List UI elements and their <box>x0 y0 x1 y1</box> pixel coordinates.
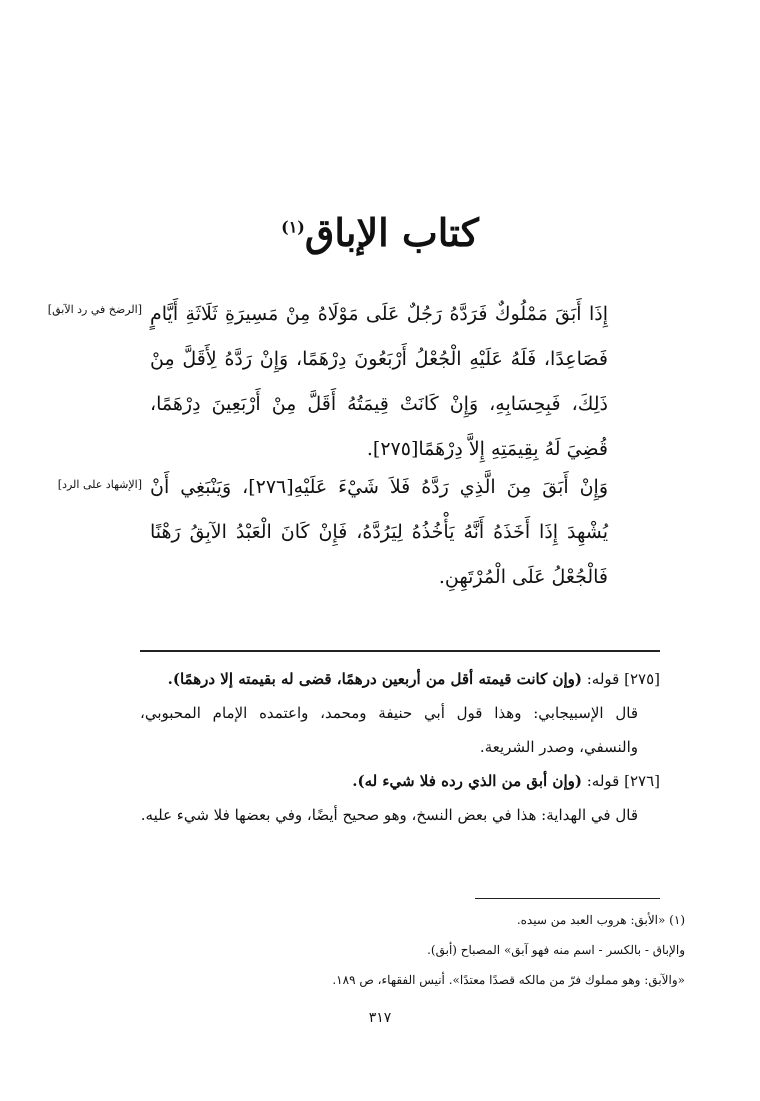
commentary-ref: [٢٧٥] قوله: <box>586 670 660 688</box>
page-number: ٣١٧ <box>368 1010 392 1026</box>
commentary-separator <box>140 650 660 652</box>
footnote-separator <box>475 898 660 899</box>
chapter-title <box>0 210 760 255</box>
commentary-item-275 <box>140 662 660 696</box>
footnote-line: (١) «الأبق: هروب العبد من سيده. <box>516 913 685 927</box>
chapter-title-text: كتاب الإباق <box>304 210 479 255</box>
main-paragraph-2: وَإِنْ أَبَقَ مِنَ الَّذِي رَدَّهُ فَلاَ شَيْءَ عَلَيْهِ[٢٧٦]، وَيَنْبَغِي أَنْ يُشْهِدَ إِذَا أَخَذَهُ أَنَّهُ يَأْخُذُهُ لِيَرُدَّهُ، فَإِنْ كَانَ الْعَبْدُ الآبِقُ رَهْنًا فَالْجُعْلُ عَلَى الْمُرْتَهِنِ. <box>150 476 609 588</box>
commentary-item-276 <box>140 764 660 798</box>
footnote-line: والإباق - بالكسر - اسم منه فهو آبق» المصباح (أبق). <box>427 943 685 957</box>
margin-note-1: [الرضخ في رد الآبق] <box>47 303 142 316</box>
margin-note-2: [الإشهاد على الرد] <box>57 478 142 491</box>
commentary-text: قال الإسبيجابي: وهذا قول أبي حنيفة ومحمد، واعتمده الإمام المحبوبي، والنسفي، وصدر الشريعة. <box>140 704 638 756</box>
commentary-section <box>140 662 660 832</box>
commentary-quote: (وإن كانت قيمته أقل من أربعين درهمًا، قضى له بقيمته إلا درهمًا). <box>167 670 582 688</box>
footnotes <box>140 905 685 995</box>
commentary-ref: [٢٧٦] قوله: <box>586 772 660 790</box>
commentary-text: قال في الهداية: هذا في بعض النسخ، وهو صحيح أيضًا، وفي بعضها فلا شيء عليه. <box>140 806 638 824</box>
footnote-line: «والآبق: وهو مملوك فرّ من مالكه قصدًا معتدًا». أنيس الفقهاء، ص ١٨٩. <box>332 973 685 987</box>
main-paragraph-1: إِذَا أَبَقَ مَمْلُوكٌ فَرَدَّهُ رَجُلٌ عَلَى مَوْلَاهُ مِنْ مَسِيرَةِ ثَلَاثَةِ أَيَّامٍ فَصَاعِدًا، فَلَهُ عَلَيْهِ الْجُعْلُ أَرْبَعُونَ دِرْهَمًا، وَإِنْ رَدَّهُ لِأَقَلَّ مِنْ ذَلِكَ، فَبِحِسَابِهِ، وَإِنْ كَانَتْ قِيمَتُهُ أَقَلَّ مِنْ أَرْبَعِينَ دِرْهَمًا، قُضِيَ لَهُ بِقِيمَتِهِ إِلاَّ دِرْهَمًا[٢٧٥]. <box>150 303 608 460</box>
chapter-title-footnote-ref: (١) <box>281 217 305 237</box>
commentary-quote: (وإن أبق من الذي رده فلا شيء له). <box>352 772 582 790</box>
